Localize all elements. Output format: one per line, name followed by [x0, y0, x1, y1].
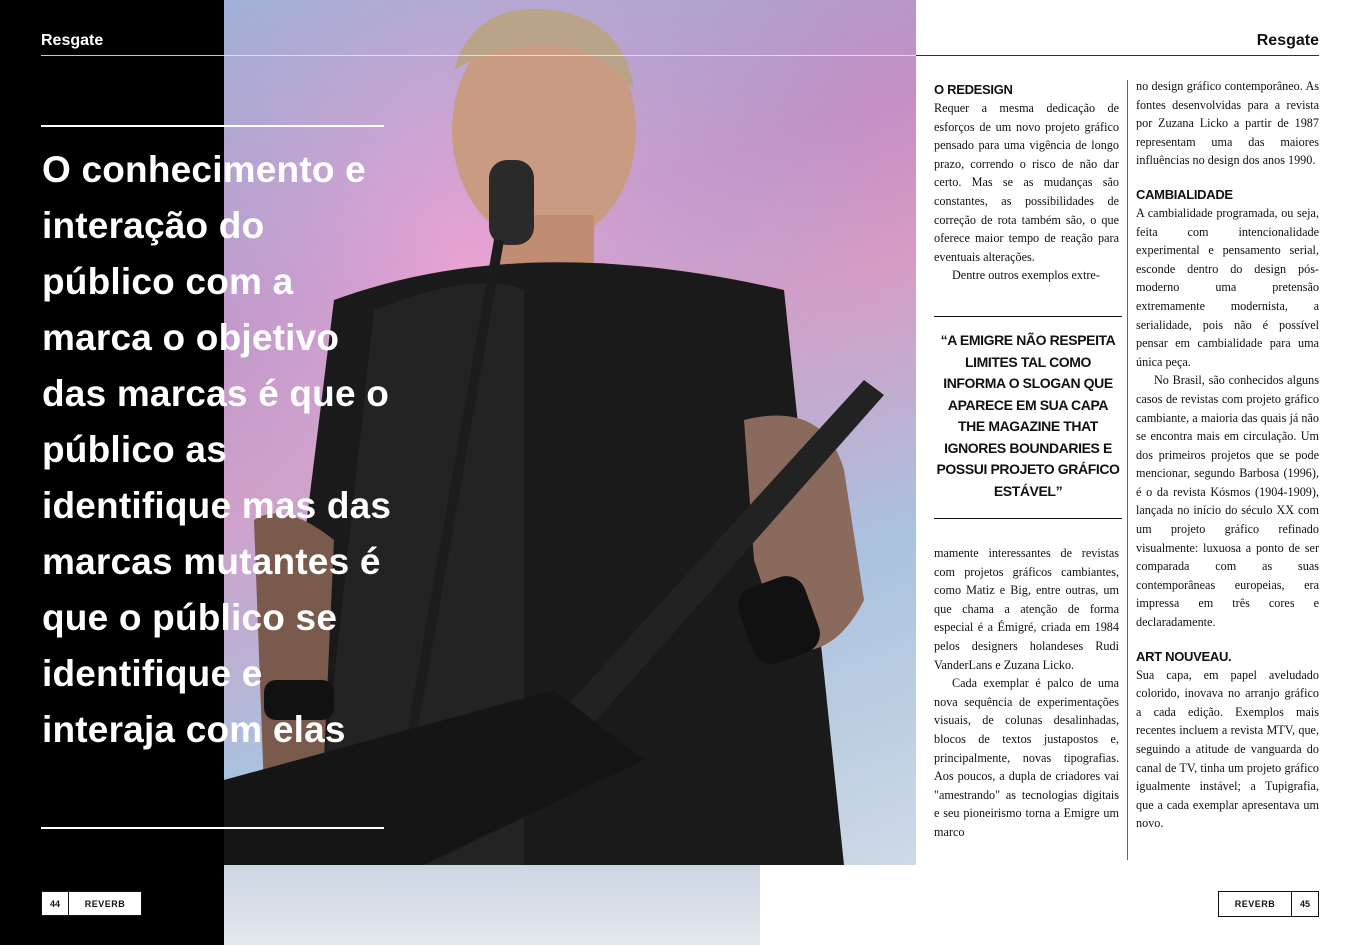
- quote-rule-bottom: [41, 827, 384, 829]
- big-quote: O conhecimento e interação do público com a marca o objetivo das marcas é que o público as identifique mas das marcas mutantes é que o público se identifique e interaja com elas: [42, 149, 392, 750]
- pull-quote-rule-bottom: [934, 518, 1122, 519]
- paragraph: Cada exemplar é palco de uma nova sequência de experimentações visuais, de colunas desalinhadas, blocos de textos justapostos e, principalmente, novas tipografias. Aos poucos, a dupla de criadores vai "amestrando" as tecnologias digitais e seu pioneirismo torna a Emigre um marco: [934, 676, 1119, 839]
- folio-right: [1218, 891, 1319, 917]
- paragraph: Requer a mesma dedicação de esforços de um novo projeto gráfico pensado para uma vigência de longo prazo, correndo o risco de não dar certo. Mas se as mudanças são constantes, as possibilidades de correção de rota também são, o que oferece maior tempo de reação para eventuais alterações.: [934, 101, 1119, 264]
- folio-left: [41, 891, 142, 916]
- column-2: [1136, 77, 1319, 833]
- page-number-right: 45: [1291, 892, 1318, 916]
- magazine-name-right: REVERB: [1234, 899, 1276, 909]
- top-rule-right: [916, 55, 1319, 56]
- magazine-name-left: REVERB: [84, 898, 126, 909]
- heading-cambialidade: CAMBIALIDADE: [1136, 186, 1233, 202]
- column-1-bottom: [934, 544, 1119, 842]
- top-rule-left: [41, 55, 916, 56]
- page-number-left: 44: [42, 892, 69, 915]
- pull-quote-rule-top: [934, 316, 1122, 317]
- paragraph: mamente interessantes de revistas com projetos gráficos cambiantes, como Matiz e Big, entre outras, um que chama a atenção de forma especial é a Émigré, criada em 1984 pelos designers holandeses Rudi VanderLans e Zuzana Licko.: [934, 546, 1119, 672]
- heading-art-nouveau: ART NOUVEAU.: [1136, 648, 1232, 664]
- paragraph: Sua capa, em papel aveludado colorido, inovava no arranjo gráfico a cada edição. Exemplos mais recentes incluem a revista MTV, que, seguindo a atitude de vanguarda do canal de TV, tinha um projeto gráfico igualmente instável; a Tupigrafia, que a cada exemplar apresentava um novo.: [1136, 667, 1319, 831]
- section-title-left: Resgate: [41, 32, 104, 49]
- paragraph: A cambialidade programada, ou seja, feita com intencionalidade experimental e pensamento serial, esconde dentro do design pós-moderno uma pretensão extremamente modernista, a serialidade, pois não é possível pensar em cambialidade para uma única peça.: [1136, 205, 1319, 369]
- photo-lower-white: [760, 865, 916, 945]
- pull-quote: “A EMIGRE NÃO RESPEITA LIMITES TAL COMO INFORMA O SLOGAN QUE APARECE EM SUA CAPA THE MAGAZINE THAT IGNORES BOUNDARIES E POSSUI PROJETO GRÁFICO ESTÁVEL”: [936, 332, 1120, 499]
- column-divider: [1127, 80, 1128, 860]
- paragraph: Dentre outros exemplos extre-: [952, 268, 1100, 283]
- paragraph: no design gráfico contemporâneo. As fontes desenvolvidas para a revista por Zuzana Licko a partir de 1987 representam uma das maiores influências no design dos anos 1990.: [1136, 79, 1319, 168]
- column-1-top: [934, 81, 1119, 285]
- paragraph: No Brasil, são conhecidos alguns casos de revistas com projeto gráfico cambiante, a maioria das quais já não se encontra mais em circulação. Um dos primeiros projetos que se pode mencionar, segundo Barbosa (1996), é o da revista Kósmos (1904-1909), lançada no início do século XX com um projeto gráfico refinado visualmente: luxuosa a ponto de ser comparada com as suas contemporâneas europeias, era impressa em três cores e declaradamente.: [1136, 373, 1319, 630]
- quote-rule-top: [41, 125, 384, 127]
- heading-redesign: O REDESIGN: [934, 82, 1013, 97]
- section-title-right: Resgate: [1256, 32, 1319, 49]
